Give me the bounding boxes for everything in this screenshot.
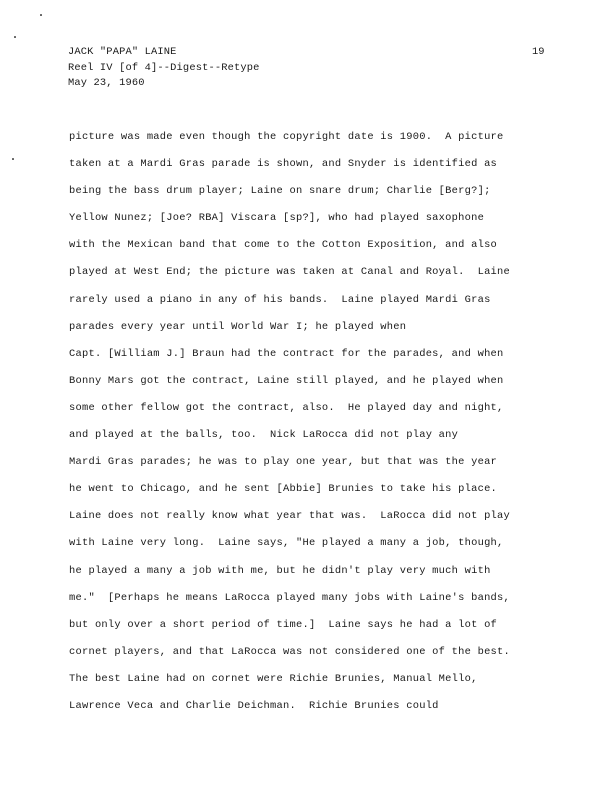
body-line: Capt. [William J.] Braun had the contract for the parades, and when xyxy=(69,347,504,360)
header-date: May 23, 1960 xyxy=(68,77,145,89)
body-line: Mardi Gras parades; he was to play one year, but that was the year xyxy=(69,456,498,469)
body-line: Lawrence Veca and Charlie Deichman. Richie Brunies could xyxy=(69,699,439,712)
body-line: cornet players, and that LaRocca was not considered one of the best. xyxy=(69,645,511,658)
body-line: picture was made even though the copyright date is 1900. A picture xyxy=(69,131,504,143)
body-line: he went to Chicago, and he sent [Abbie] Brunies to take his place. xyxy=(69,483,498,496)
body-line: me." [Perhaps he means LaRocca played many jobs with Laine's bands, xyxy=(69,591,511,604)
body-line: played at West End; the picture was taken at Canal and Royal. Laine xyxy=(69,266,511,279)
body-line: rarely used a piano in any of his bands. Laine played Mardi Gras xyxy=(69,293,491,306)
document-header xyxy=(68,45,548,92)
body-line: taken at a Mardi Gras parade is shown, and Snyder is identified as xyxy=(69,158,498,171)
page-number: 19 xyxy=(532,46,545,58)
body-line: Bonny Mars got the contract, Laine still played, and he played when xyxy=(69,374,504,387)
header-reel-info: Reel IV [of 4]--Digest--Retype xyxy=(68,61,260,74)
body-line: with Laine very long. Laine says, "He played a many a job, though, xyxy=(69,537,504,550)
body-line: being the bass drum player; Laine on snare drum; Charlie [Berg?]; xyxy=(69,185,491,198)
scan-speck xyxy=(40,14,42,16)
scan-speck xyxy=(12,158,14,160)
header-title: JACK "PAPA" LAINE xyxy=(68,46,177,58)
body-line: he played a many a job with me, but he didn't play very much with xyxy=(69,564,491,577)
body-line: Yellow Nunez; [Joe? RBA] Viscara [sp?], who had played saxophone xyxy=(69,212,485,225)
body-line: some other fellow got the contract, also. He played day and night, xyxy=(69,401,504,414)
body-text xyxy=(69,124,569,720)
body-line: Laine does not really know what year that was. LaRocca did not play xyxy=(69,510,511,523)
scan-speck xyxy=(14,36,16,38)
body-line: The best Laine had on cornet were Richie Brunies, Manual Mello, xyxy=(69,672,478,685)
body-line: but only over a short period of time.] Laine says he had a lot of xyxy=(69,618,498,631)
body-line: and played at the balls, too. Nick LaRocca did not play any xyxy=(69,429,459,442)
body-line: with the Mexican band that come to the Cotton Exposition, and also xyxy=(69,239,498,252)
body-line: parades every year until World War I; he played when xyxy=(69,320,407,333)
